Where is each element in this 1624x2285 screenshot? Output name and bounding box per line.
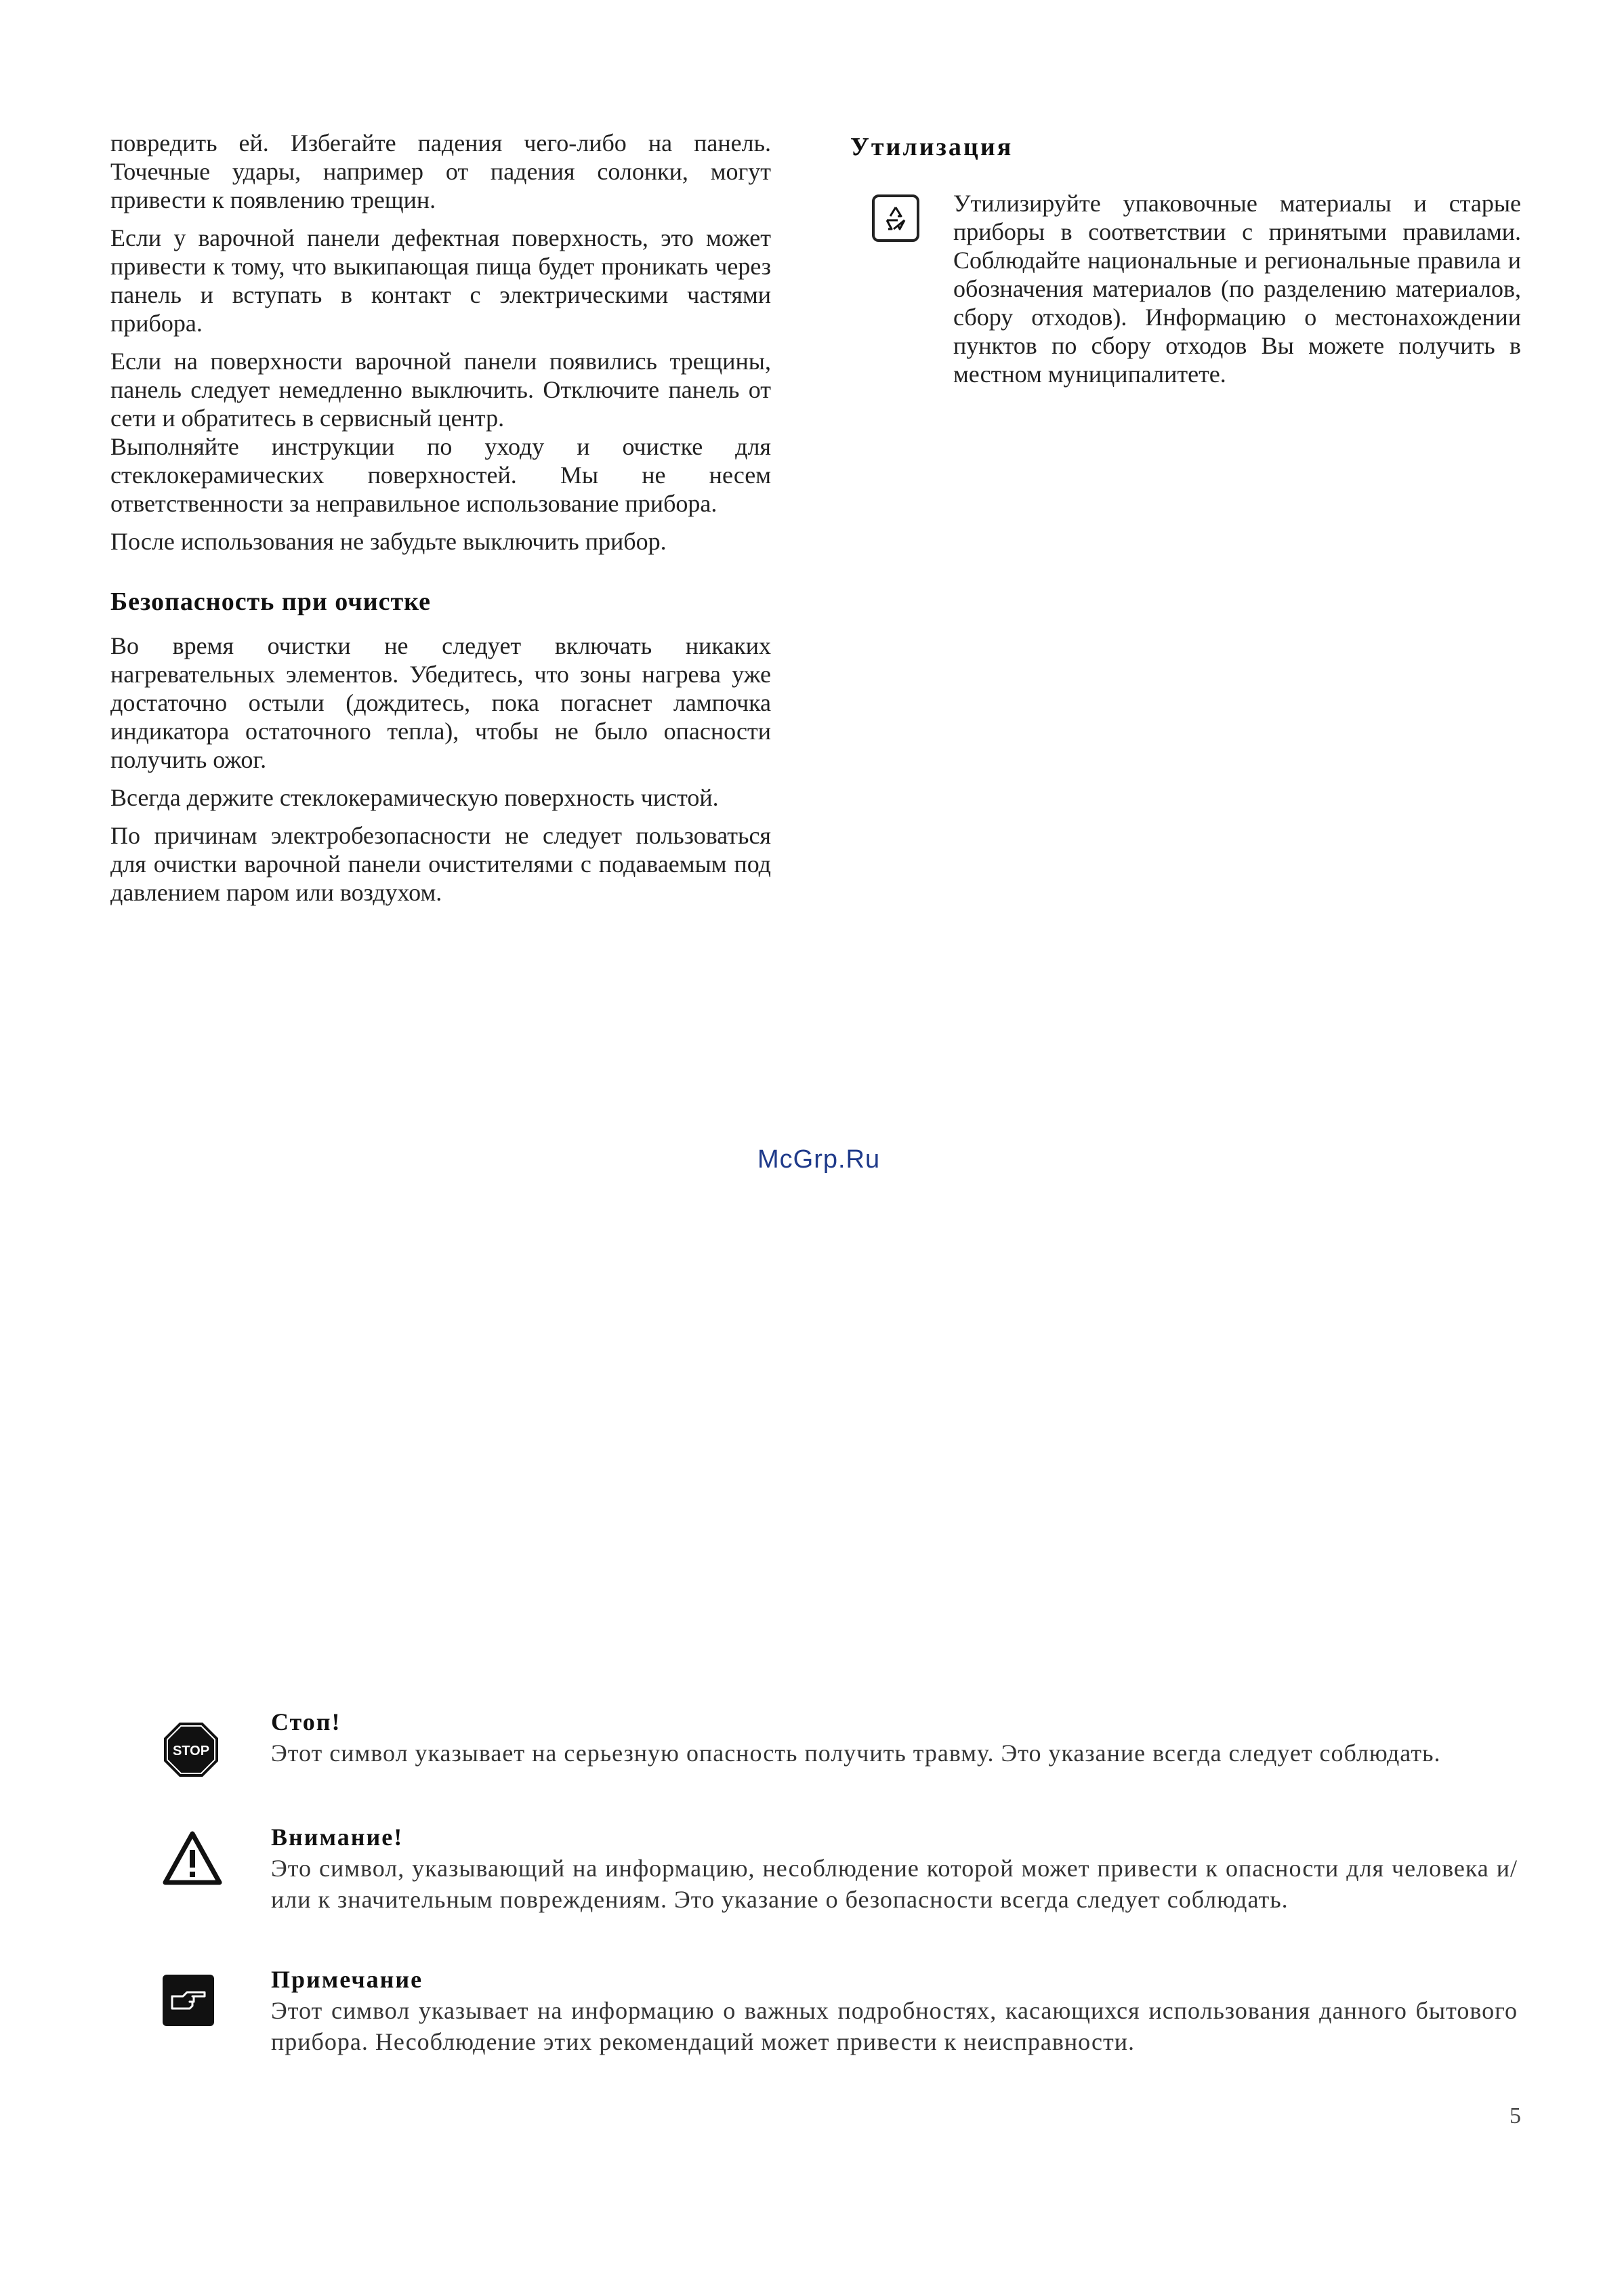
paragraph-switch-off: После использования не забудьте выключить прибор. xyxy=(110,528,667,555)
disposal-text: Утилизируйте упаковочные материалы и старые приборы в соответствии с принятыми правилами. Соблюдайте национальные и региональные правила и обозначения материалов (по разделению материалов, сбору отходов). Информацию о местонахождении пунктов по сбору отходов Вы можете получить в местном муниципалитете. xyxy=(953,190,1521,388)
stop-sign-label: STOP xyxy=(172,1744,210,1758)
paragraph-keep-clean: Всегда держите стеклокерамическую поверхность чистой. xyxy=(110,784,719,811)
page-number: 5 xyxy=(1510,2103,1521,2128)
cleaning-safety-heading: Безопасность при очистке xyxy=(110,588,431,616)
legend-note-text: Этот символ указывает на информацию о важных подробностях, касающихся использования данного бытового прибора. Несоблюдение этих рекомендаций может привести к неисправности. xyxy=(271,1997,1518,2055)
disposal-heading: Утилизация xyxy=(850,133,1014,161)
disposal-block xyxy=(850,189,1521,398)
legend-warning-title: Внимание! xyxy=(271,1824,404,1851)
legend-warning-body xyxy=(271,1823,1518,1915)
watermark: McGrp.Ru xyxy=(757,1145,881,1174)
legend-stop-text: Этот символ указывает на серьезную опасность получить травму. Это указание всегда следует соблюдать. xyxy=(271,1740,1441,1767)
legend-stop-title: Стоп! xyxy=(271,1708,341,1735)
pointing-hand-icon xyxy=(163,1975,214,2030)
right-column xyxy=(850,129,1521,398)
paragraph-defective-surface: Если у варочной панели дефектная поверхность, это может привести к тому, что выкипающая пища будет проникать через панель и вступать в контакт с электрическими частями прибора. xyxy=(110,224,771,337)
paragraph-care-instructions: Выполняйте инструкции по уходу и очистке для стеклокерамических поверхностей. Мы не несем ответственности за неправильное использование прибора. xyxy=(110,433,771,517)
paragraph-steam-cleaners: По причинам электробезопасности не следует пользоваться для очистки варочной панели очистителями с подаваемым под давлением паром или воздухом. xyxy=(110,822,771,906)
paragraph-cleaning-heating: Во время очистки не следует включать никаких нагревательных элементов. Убедитесь, что зоны нагрева уже достаточно остыли (дождитесь, пока погаснет лампочка индикатора остаточного тепла), чтобы не было опасности получить ожог. xyxy=(110,632,771,773)
legend-warning-text: Это символ, указывающий на информацию, несоблюдение которой может привести к опасности для человека и/или к значительным повреждениям. Это указание о безопасности всегда следует соблюдать. xyxy=(271,1855,1518,1913)
legend-stop-body xyxy=(271,1708,1518,1769)
legend-note-title: Примечание xyxy=(271,1966,423,1993)
recycle-icon xyxy=(872,194,919,242)
paragraph-panel-damage: повредить ей. Избегайте падения чего-либо на панель. Точечные удары, например от падения солонки, могут привести к появлению трещин. xyxy=(110,129,771,213)
paragraph-cracks: Если на поверхности варочной панели появились трещины, панель следует немедленно выключить. Отключите панель от сети и обратитесь в сервисный центр. xyxy=(110,348,771,432)
stop-sign-icon xyxy=(163,1721,220,1782)
legend-note-body xyxy=(271,1965,1518,2057)
warning-triangle-icon xyxy=(163,1831,222,1889)
left-column xyxy=(110,129,771,916)
